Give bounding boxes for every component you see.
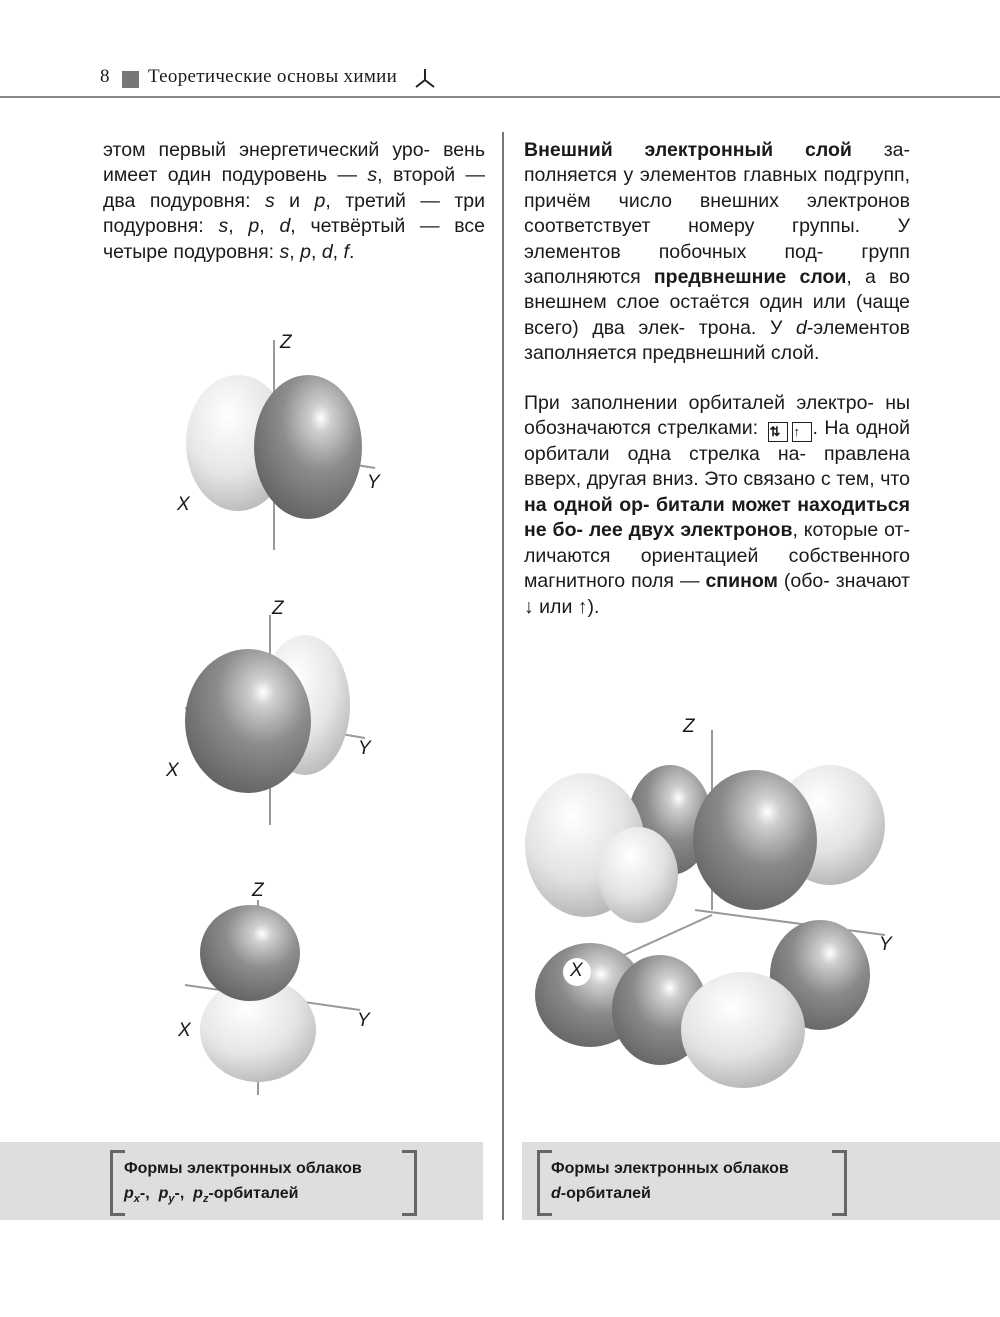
running-head	[0, 62, 1000, 98]
py-orbital	[185, 615, 365, 825]
px-axis-x-label: X	[177, 494, 190, 515]
d-axis-z-label: Z	[683, 716, 695, 737]
pz-orbital	[185, 900, 360, 1095]
tripod-ornament-icon	[413, 67, 437, 89]
d-orbitals-figure	[520, 710, 910, 1105]
px-orbital	[186, 340, 375, 550]
arrows-paragraph: При заполнении орбиталей электро- ны обозначаются стрелками: ⇅ ↑ . На одной орбитали одна стрелка на- правлена вверх, другая вниз. Это связано с тем, что на одной ор- битали может находиться не бо- лее двух электронов, которые от- личаются ориентацией собственного магнитного поля — спином (обо- значают ↓ или ↑).	[524, 391, 910, 618]
outer-layer-paragraph: Внешний электронный слой за- полняется у элементов главных подгрупп, причём число внешних электронов соответствует номеру группы. У элементов побочных под- групп заполняются предвнешние слои, а во внешнем слое остаётся один или (чаще всего) два элек- трона. У d-элементов заполняется предвнешний слой.	[524, 139, 910, 365]
px-axis-y-label: Y	[367, 472, 380, 493]
paired-arrows-box-icon: ⇅	[768, 422, 788, 442]
py-axis-y-label: Y	[358, 738, 371, 759]
right-caption: Формы электронных облаков d-орбиталей	[551, 1160, 789, 1202]
left-caption-bracket-right	[402, 1150, 417, 1216]
single-arrow-box-icon: ↑	[792, 422, 812, 442]
d-axis-x-label: X	[570, 960, 583, 981]
p-orbitals-figure	[150, 325, 450, 1105]
left-paragraph: этом первый энергетический уро- вень имеет один подуровень — s, второй — два подуровня: s и p, третий — три подуровня: s, p, d, четвёртый — все четыре подуровня: s, p, d, f.	[103, 139, 486, 263]
py-axis-x-label: X	[166, 760, 179, 781]
section-square-icon	[122, 71, 139, 88]
py-axis-z-label: Z	[272, 598, 284, 619]
column-divider	[502, 132, 504, 1220]
pz-axis-y-label: Y	[357, 1010, 370, 1031]
right-caption-bracket-left	[537, 1150, 552, 1216]
pz-axis-x-label: X	[178, 1020, 191, 1041]
d-axis-y-label: Y	[879, 934, 892, 955]
right-text	[524, 138, 910, 620]
running-head-title: Теоретические основы химии	[148, 66, 398, 87]
pz-axis-z-label: Z	[252, 880, 264, 901]
left-caption-bracket-left	[110, 1150, 125, 1216]
px-axis-z-label: Z	[280, 332, 292, 353]
right-caption-bracket-right	[832, 1150, 847, 1216]
page-number: 8	[100, 66, 110, 87]
left-caption: Формы электронных облаков $p_x-$, $p_y-$, $p_z$-орбиталей	[124, 1160, 362, 1206]
